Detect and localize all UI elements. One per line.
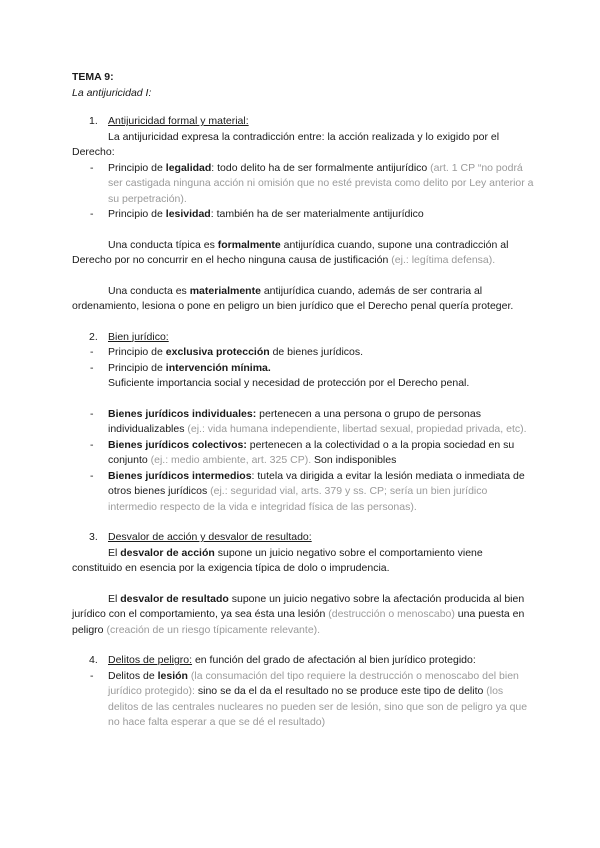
paragraph-desvalor-resultado: El desvalor de resultado supone un juicio negativo sobre la afectación producida al bien jurídico con el comportamiento, ya sea ésta una lesión (destrucción o menoscabo) una puesta en peligro (creación de un riesgo típicamente relevante).: [72, 592, 525, 636]
paragraph-material: Una conducta es materialmente antijurídica cuando, además de ser contraria al ordenamiento, lesiona o pone en peligro un bien jurídico que el Derecho penal quería proteger.: [72, 284, 514, 312]
dash-bullet: -: [90, 438, 94, 451]
section-number: 2.: [89, 330, 98, 343]
section-title: Desvalor de acción y desvalor de resultado:: [108, 531, 312, 543]
dash-bullet: -: [90, 669, 94, 682]
page-subtitle: La antijuricidad I:: [72, 86, 152, 99]
list-item: - Principio de legalidad: todo delito ha de ser formalmente antijurídico (art. 1 CP “no podrá ser castigada ninguna acción ni omisión que no esté prevista como delito por Ley anterior a su perpetración).: [90, 161, 534, 205]
section-title: Delitos de peligro:: [108, 654, 193, 666]
list-item: - Principio de intervención mínima.: [72, 361, 534, 377]
section-number: 4.: [89, 654, 98, 666]
section-title: Antijuricidad formal y material:: [108, 115, 249, 127]
dash-bullet: -: [90, 361, 94, 374]
section-title-cont: en función del grado de afectación al bien jurídico protegido:: [192, 654, 476, 666]
list-item: - Bienes jurídicos colectivos: pertenecen a la colectividad o a la propia sociedad en su conjunto (ej.: medio ambiente, art. 325 CP). Son indisponibles: [90, 438, 515, 466]
section-4-heading: [72, 653, 534, 669]
dash-bullet: -: [90, 161, 94, 174]
section-number: 3.: [89, 531, 98, 543]
section-1-heading: [72, 114, 534, 130]
list-item: - Bienes jurídicos individuales: pertenecen a una persona o grupo de personas individualizables (ej.: vida humana independiente, libertad sexual, propiedad privada, etc).: [90, 407, 527, 435]
dash-bullet: -: [90, 208, 94, 220]
paragraph-formal: Una conducta típica es formalmente antijurídica cuando, supone una contradicción al Derecho por no concurrir en el hecho ninguna causa de justificación (ej.: legítima defensa).: [72, 238, 509, 266]
list-item-note: Suficiente importancia social y necesidad de protección por el Derecho penal.: [108, 377, 470, 389]
list-item: - Delitos de lesión (la consumación del tipo requiere la destrucción o menoscabo del bien jurídico protegido): sino se da el da el resultado no se produce este tipo de delito (los delitos de las centrales nucleares no pueden ser de lesión, sino que son de peligro ya que no hace falta esperar a que se dé el resultado): [90, 669, 528, 728]
dash-bullet: -: [90, 407, 94, 420]
list-item: - Bienes jurídicos intermedios: tutela va dirigida a evitar la lesión mediata o inmediata de otros bienes jurídicos (ej.: seguridad vial, arts. 379 y ss. CP; sería un bien jurídico intermedio respecto de la vida e integridad física de las personas).: [90, 469, 525, 513]
page-title: TEMA 9:: [72, 71, 114, 83]
section-number: 1.: [89, 115, 98, 127]
dash-bullet: -: [90, 346, 94, 358]
section-title: Bien jurídico:: [108, 330, 169, 343]
list-item: - Principio de exclusiva protección de bienes jurídicos.: [72, 345, 534, 361]
section-1-intro-cont: Derecho:: [72, 146, 115, 158]
section-1-intro: La antijuricidad expresa la contradicción entre: la acción realizada y lo exigido por el: [108, 130, 500, 143]
dash-bullet: -: [90, 469, 94, 482]
list-item: - Principio de lesividad: también ha de ser materialmente antijurídico: [72, 207, 534, 223]
document-body: [72, 70, 534, 731]
section-3-heading: [72, 530, 534, 546]
paragraph-desvalor-accion: El desvalor de acción supone un juicio negativo sobre el comportamiento viene constituido en esencia por la exigencia típica de dolo o imprudencia.: [72, 546, 483, 574]
section-2-heading: [72, 330, 534, 346]
